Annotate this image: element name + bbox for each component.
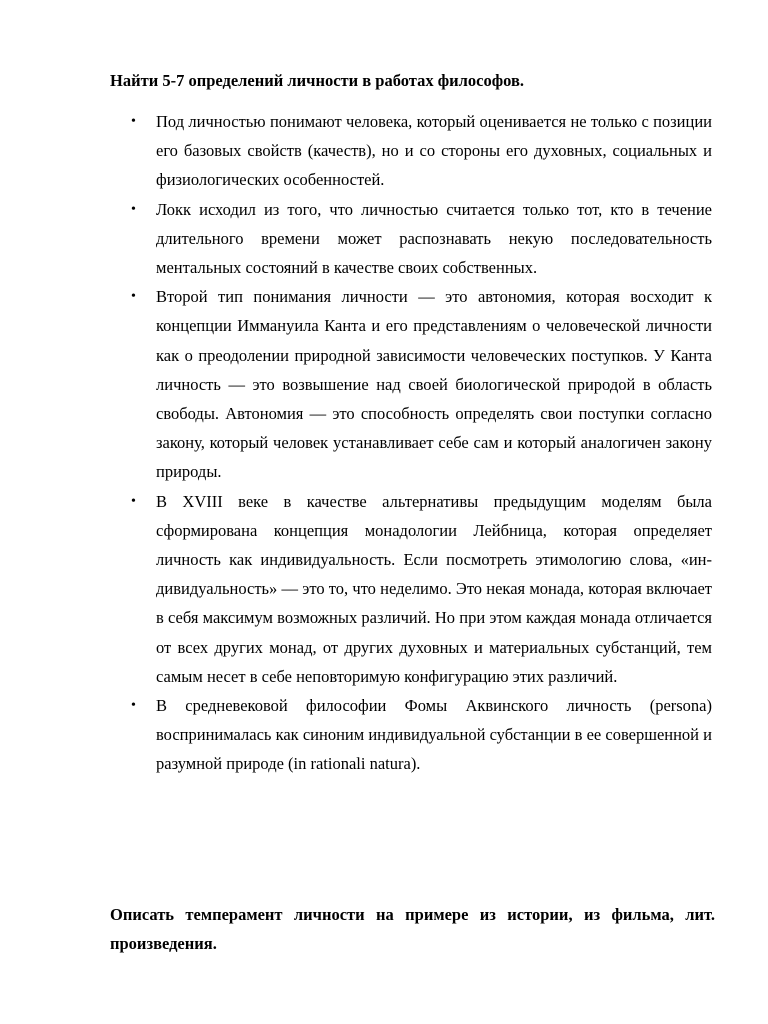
list-item-text: В XVIII веке в качестве альтернативы предыдущим моделям была сформирована концепция монадологии Лейбница, которая определяет личность как индивидуальность. Если посмотреть этимологию слова, «ин-дивидуальность» — это то, что неделимо. Это некая монада, которая включает в себя максимум возможных различий. Но при этом каждая монада отличается от всех других монад, от других духовных и материальных субстанций, тем самым несет в себе неповторимую конфигурацию этих различий. bbox=[156, 491, 712, 686]
definitions-list bbox=[0, 107, 768, 779]
bullet-icon: • bbox=[131, 698, 136, 714]
bullet-icon: • bbox=[131, 493, 136, 509]
list-item-text: Второй тип понимания личности — это автономия, которая восходит к концепции Иммануила Канта и его представлениям о человеческой личности как о преодолении природной зависимости человеческих поступков. У Канта личность — это возвышение над своей биологической природой в область свободы. Автономия — это способность определять свои поступки согласно закону, который человек устанавливает себе сам и который аналогичен закону природы. bbox=[156, 287, 712, 482]
list-item bbox=[0, 195, 768, 283]
list-item bbox=[0, 487, 768, 691]
list-item-text: Локк исходил из того, что личностью считается только тот, кто в течение длительного времени может распознавать некую последовательность ментальных состояний в качестве своих собственных. bbox=[156, 199, 712, 278]
list-item-text: Под личностью понимают человека, который оценивается не только с позиции его базовых свойств (качеств), но и со стороны его духовных, социальных и физиологических особенностей. bbox=[156, 112, 712, 190]
bullet-icon: • bbox=[131, 114, 136, 129]
list-item bbox=[0, 282, 768, 486]
list-item bbox=[0, 107, 768, 195]
section-heading-definitions: Найти 5-7 определений личности в работах философов. bbox=[110, 71, 525, 90]
bullet-icon: • bbox=[131, 201, 136, 217]
list-item-text: В средневековой философии Фомы Аквинского личность (persona) воспринималась как синоним индивидуальной субстанции в ее совершенной и разумной природе (in rationali natura). bbox=[156, 696, 712, 774]
list-item bbox=[0, 691, 768, 779]
section-heading-temperament: Описать темперамент личности на примере из истории, из фильма, лит. произведения. bbox=[110, 905, 715, 953]
bullet-icon: • bbox=[131, 289, 136, 305]
